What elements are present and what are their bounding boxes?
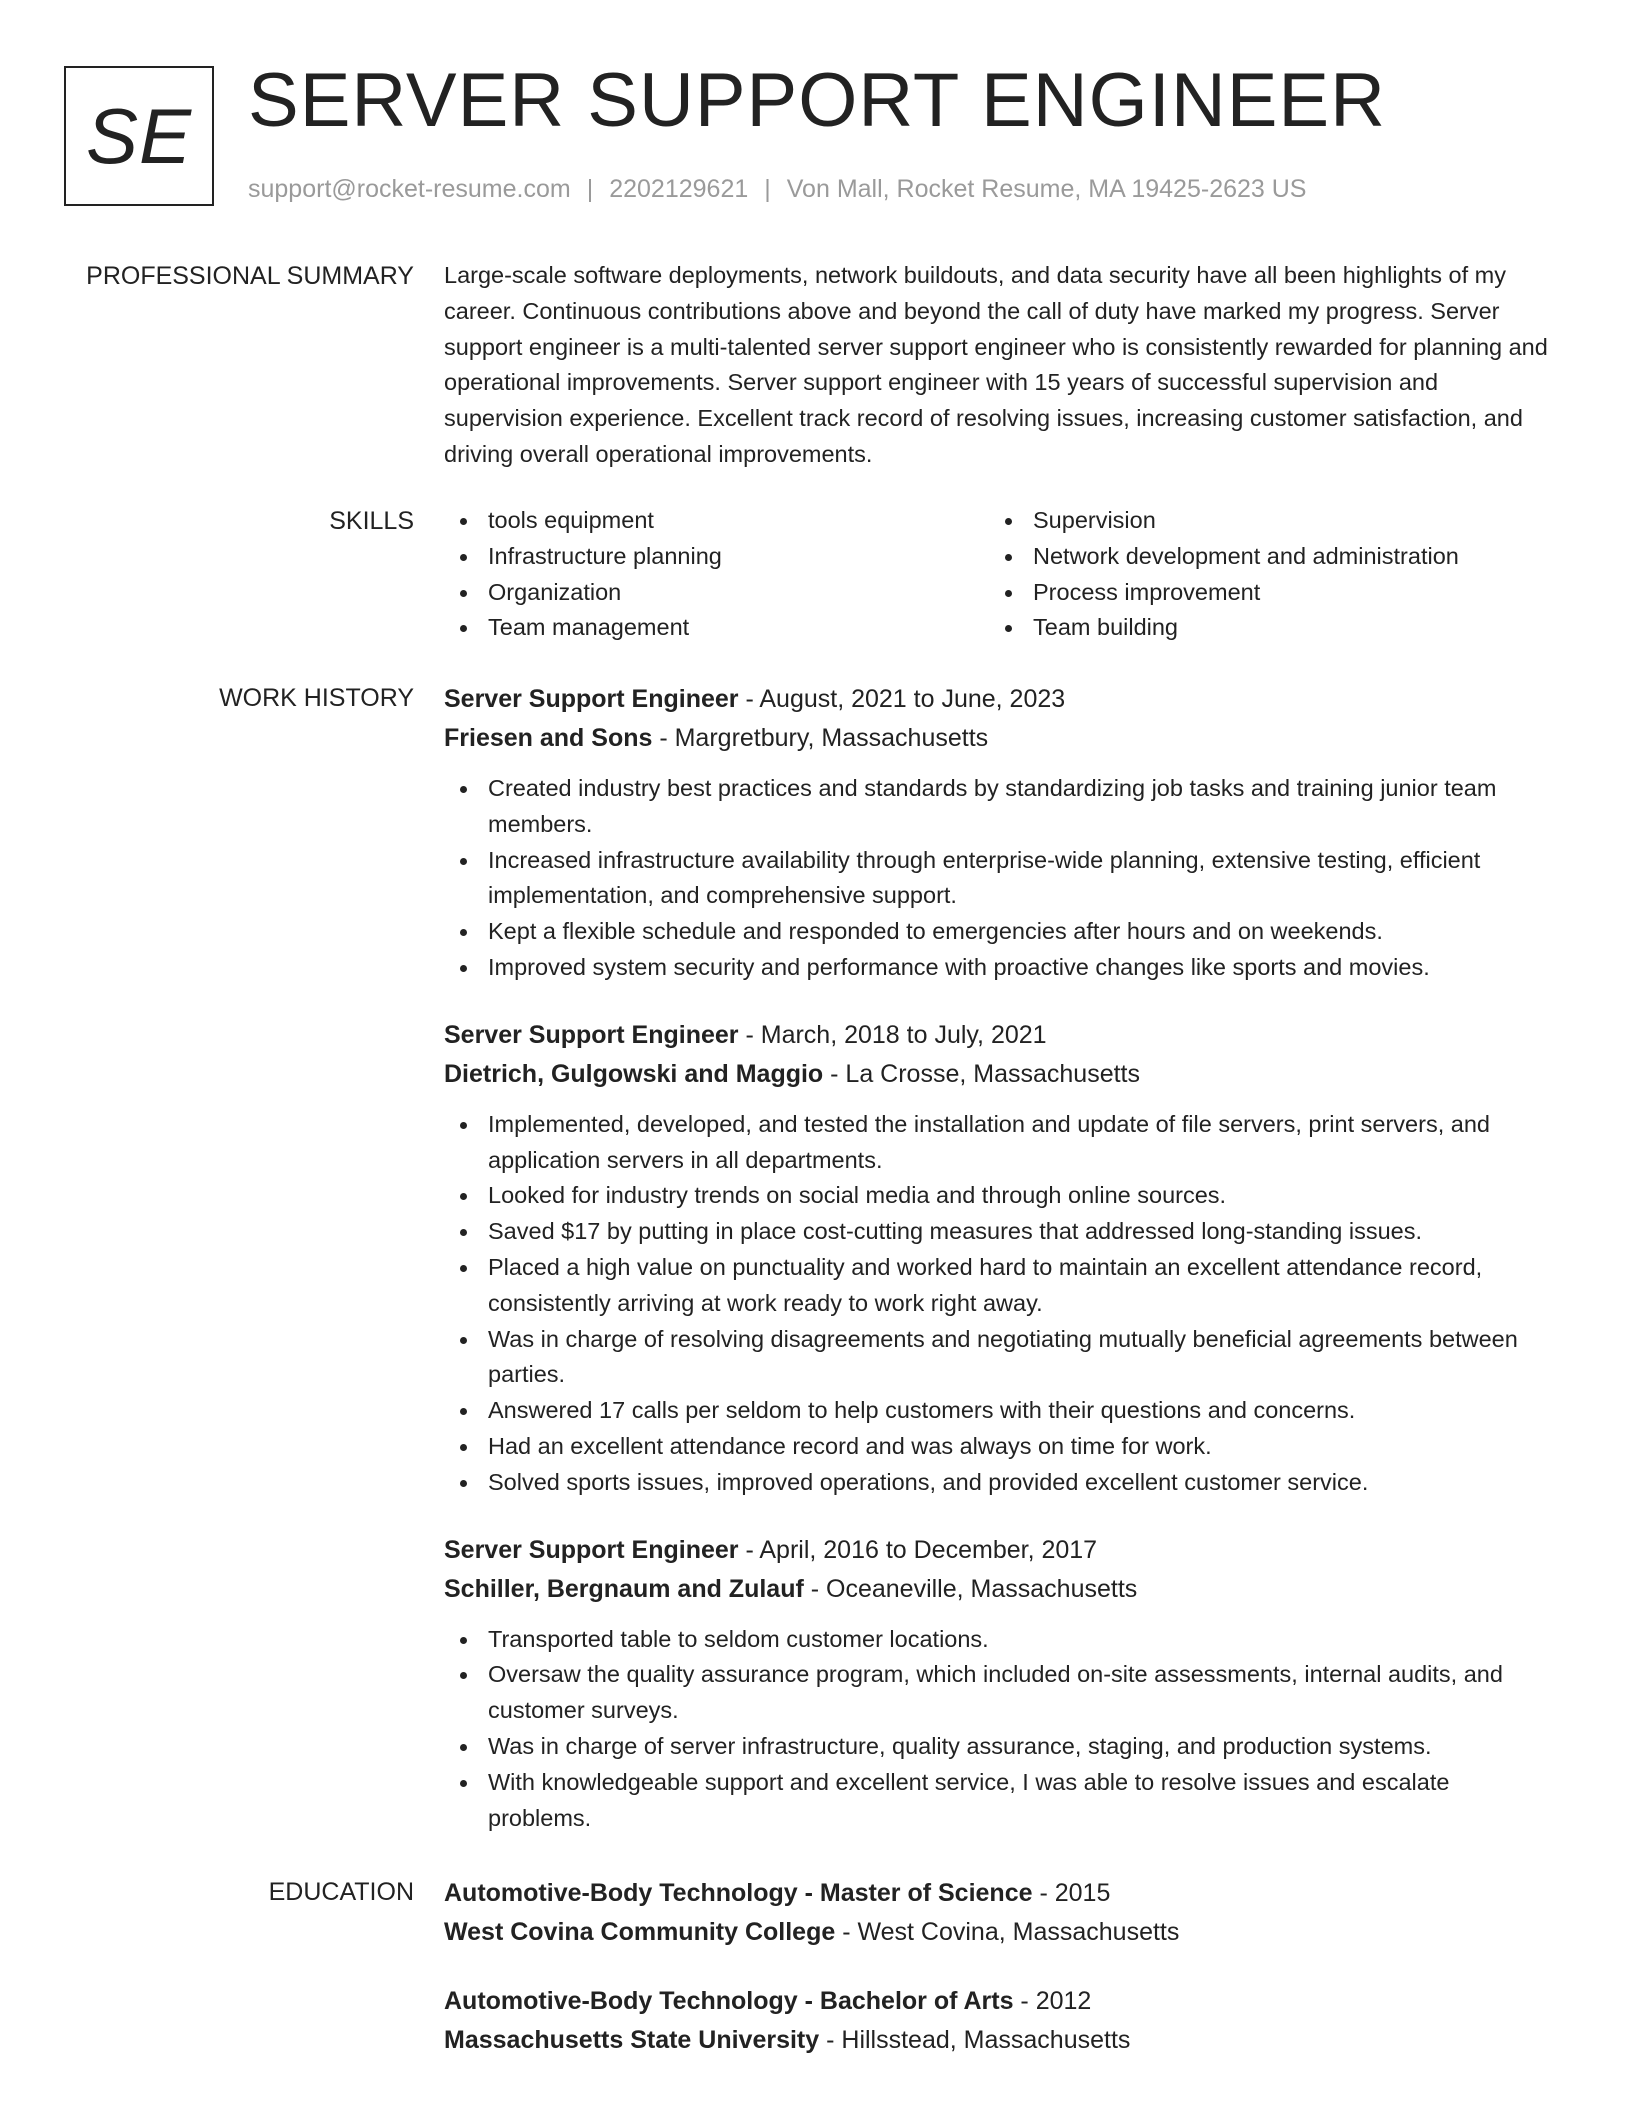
skill-item: Infrastructure planning <box>444 539 989 575</box>
skill-item: Team building <box>989 610 1534 646</box>
job-entry <box>444 1016 1556 1501</box>
education-school: West Covina Community College <box>444 1918 836 1946</box>
job-bullet: With knowledgeable support and excellent service, I was able to resolve issues and escalate problems. <box>444 1765 1556 1837</box>
education-degree: Automotive-Body Technology - Master of Science <box>444 1879 1033 1907</box>
education-year: - 2015 <box>1032 1879 1111 1907</box>
job-location: - Oceaneville, Massachusetts <box>803 1574 1138 1603</box>
job-bullet: Oversaw the quality assurance program, which included on-site assessments, internal audits, and customer surveys. <box>444 1657 1556 1729</box>
contact-address: Von Mall, Rocket Resume, MA 19425-2623 US <box>786 175 1307 203</box>
job-bullet: Saved $17 by putting in place cost-cutting measures that addressed long-standing issues. <box>444 1214 1556 1250</box>
skills-column-right <box>989 503 1534 646</box>
contact-line <box>248 172 1306 206</box>
contact-phone: 2202129621 <box>609 175 749 203</box>
job-company-line <box>444 719 1556 758</box>
education-body <box>444 1874 1556 2090</box>
resume-title: SERVER SUPPORT ENGINEER <box>248 58 1386 143</box>
education-school: Massachusetts State University <box>444 2026 820 2054</box>
job-bullets <box>444 1622 1556 1837</box>
job-dates: - March, 2018 to July, 2021 <box>738 1020 1047 1049</box>
job-dates: - April, 2016 to December, 2017 <box>738 1535 1098 1564</box>
job-company: Schiller, Bergnaum and Zulauf <box>444 1574 804 1603</box>
education-degree-line <box>444 1874 1556 1913</box>
job-bullets <box>444 771 1556 986</box>
education-school-line <box>444 2021 1556 2060</box>
job-bullet: Improved system security and performance with proactive changes like sports and movies. <box>444 950 1556 986</box>
summary-body <box>444 258 1556 473</box>
education-location: - West Covina, Massachusetts <box>835 1918 1180 1946</box>
section-label-work-history: WORK HISTORY <box>219 684 414 712</box>
job-bullet: Answered 17 calls per seldom to help customers with their questions and concerns. <box>444 1393 1556 1429</box>
education-degree-line <box>444 1982 1556 2021</box>
skills-column-left <box>444 503 989 646</box>
contact-email: support@rocket-resume.com <box>248 175 571 203</box>
job-company: Dietrich, Gulgowski and Maggio <box>444 1059 824 1088</box>
job-title: Server Support Engineer <box>444 1020 739 1049</box>
job-title-line <box>444 1531 1556 1570</box>
summary-text: Large-scale software deployments, network buildouts, and data security have all been highlights of my career. Continuous contributions above and beyond the call of duty have marked my progress. Server support engineer is a multi-talented server support engineer who is consistently rewarded for planning and operational improvements. Server support engineer with 15 years of successful supervision and supervision experience. Excellent track record of resolving issues, increasing customer satisfaction, and driving overall operational improvements. <box>444 262 1548 467</box>
job-title-line <box>444 1016 1556 1055</box>
job-bullet: Created industry best practices and standards by standardizing job tasks and training junior team members. <box>444 771 1556 843</box>
job-entry <box>444 1531 1556 1837</box>
education-entry <box>444 1982 1556 2060</box>
monogram-badge <box>64 66 214 206</box>
job-bullet: Was in charge of server infrastructure, quality assurance, staging, and production systems. <box>444 1729 1556 1765</box>
monogram-initials: SE <box>85 91 193 180</box>
education-entry <box>444 1874 1556 1952</box>
job-bullet: Implemented, developed, and tested the installation and update of file servers, print servers, and application servers in all departments. <box>444 1107 1556 1179</box>
skill-item: tools equipment <box>444 503 989 539</box>
job-title-line <box>444 680 1556 719</box>
job-title: Server Support Engineer <box>444 1535 739 1564</box>
job-bullet: Placed a high value on punctuality and worked hard to maintain an excellent attendance record, consistently arriving at work ready to work right away. <box>444 1250 1556 1322</box>
job-bullets <box>444 1107 1556 1501</box>
work-history-body <box>444 680 1556 1866</box>
job-location: - La Crosse, Massachusetts <box>823 1059 1140 1088</box>
job-title: Server Support Engineer <box>444 685 739 713</box>
job-company-line <box>444 1570 1556 1609</box>
job-bullet: Increased infrastructure availability through enterprise-wide planning, extensive testing, efficient implementation, and comprehensive support. <box>444 843 1556 915</box>
contact-separator: | <box>586 175 594 203</box>
job-entry <box>444 680 1556 986</box>
section-label-summary: PROFESSIONAL SUMMARY <box>86 262 414 290</box>
skill-item: Supervision <box>989 503 1534 539</box>
job-bullet: Kept a flexible schedule and responded to emergencies after hours and on weekends. <box>444 914 1556 950</box>
job-bullet: Was in charge of resolving disagreements and negotiating mutually beneficial agreements between parties. <box>444 1322 1556 1394</box>
section-label-skills: SKILLS <box>329 507 414 535</box>
education-location: - Hillsstead, Massachusetts <box>819 2026 1131 2054</box>
contact-separator: | <box>764 175 771 203</box>
skill-item: Network development and administration <box>989 539 1534 575</box>
job-bullet: Transported table to seldom customer locations. <box>444 1622 1556 1658</box>
skill-item: Team management <box>444 610 989 646</box>
job-bullet: Solved sports issues, improved operations, and provided excellent customer service. <box>444 1465 1556 1501</box>
education-degree: Automotive-Body Technology - Bachelor of Arts <box>444 1987 1014 2015</box>
skill-item: Organization <box>444 575 989 611</box>
job-company: Friesen and Sons <box>444 724 653 752</box>
job-location: - Margretbury, Massachusetts <box>652 724 989 752</box>
education-school-line <box>444 1913 1556 1952</box>
section-label-education: EDUCATION <box>268 1878 414 1906</box>
job-bullet: Looked for industry trends on social media and through online sources. <box>444 1178 1556 1214</box>
skills-grid <box>444 503 1556 646</box>
education-year: - 2012 <box>1013 1987 1092 2015</box>
job-company-line <box>444 1055 1556 1094</box>
job-bullet: Had an excellent attendance record and was always on time for work. <box>444 1429 1556 1465</box>
skill-item: Process improvement <box>989 575 1534 611</box>
job-dates: - August, 2021 to June, 2023 <box>738 685 1066 713</box>
